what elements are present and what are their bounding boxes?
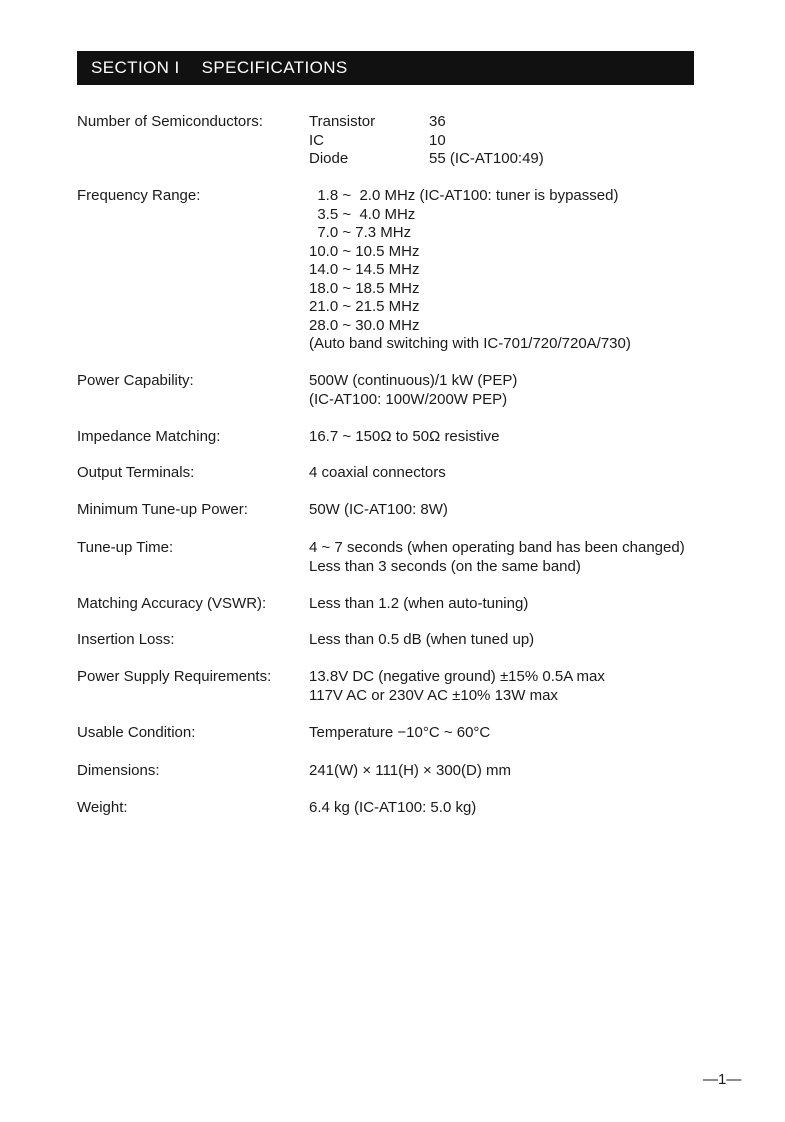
frequency-line: 18.0 ~ 18.5 MHz [309, 279, 420, 297]
semiconductor-line [309, 150, 544, 169]
spec-value-line: 500W (continuous)/1 kW (PEP) [309, 372, 518, 389]
spec-values [309, 187, 631, 354]
frequency-line: 14.0 ~ 14.5 MHz [309, 261, 420, 278]
spec-value-line: 4 ~ 7 seconds (when operating band has been changed) [309, 539, 685, 556]
spec-values [309, 539, 685, 576]
section-number: SECTION I [91, 58, 180, 77]
spec-value-line: (IC-AT100: 100W/200W PEP) [309, 390, 508, 408]
spec-value-line: Less than 0.5 dB (when tuned up) [309, 631, 535, 648]
frequency-line: 3.5 ~ 4.0 MHz [309, 205, 416, 223]
spec-label: Dimensions: [77, 762, 160, 779]
semiconductor-name: Transistor [309, 113, 376, 130]
spec-values [309, 724, 490, 743]
semiconductor-count: 36 [429, 113, 446, 130]
spec-label: Weight: [77, 799, 128, 816]
spec-label: Usable Condition: [77, 724, 196, 741]
spec-value-line: 241(W) × 111(H) × 300(D) mm [309, 762, 511, 779]
spec-label: Number of Semiconductors: [77, 113, 263, 130]
spec-values [309, 113, 544, 169]
spec-values [309, 595, 528, 614]
semiconductor-count: 55 (IC-AT100:49) [429, 150, 544, 167]
spec-value-line: Temperature −10°C ~ 60°C [309, 724, 491, 741]
frequency-line: 7.0 ~ 7.3 MHz [309, 224, 412, 241]
section-title: SPECIFICATIONS [201, 58, 348, 77]
spec-values [309, 501, 448, 520]
spec-label: Frequency Range: [77, 187, 201, 204]
semiconductor-line [309, 113, 544, 132]
spec-value-line: 16.7 ~ 150Ω to 50Ω resistive [309, 428, 500, 445]
frequency-line: 1.8 ~ 2.0 MHz (IC-AT100: tuner is bypassed) [309, 187, 619, 204]
page-number: —1— [703, 1071, 742, 1088]
spec-value-line: 50W (IC-AT100: 8W) [309, 501, 448, 518]
spec-values [309, 372, 517, 409]
frequency-note: (Auto band switching with IC-701/720/720A/730) [309, 335, 631, 352]
spec-values [309, 428, 499, 447]
spec-value-line: 4 coaxial connectors [309, 464, 446, 481]
section-header [77, 51, 694, 85]
semiconductor-name: IC [309, 131, 324, 149]
spec-label: Power Capability: [77, 372, 194, 389]
spec-values [309, 799, 476, 818]
semiconductor-line [309, 132, 544, 151]
spec-label: Output Terminals: [77, 464, 195, 481]
spec-label: Impedance Matching: [77, 428, 221, 445]
spec-values [309, 668, 605, 705]
frequency-line: 28.0 ~ 30.0 MHz [309, 316, 420, 334]
spec-value-line: 117V AC or 230V AC ±10% 13W max [309, 686, 558, 704]
spec-label: Minimum Tune-up Power: [77, 501, 248, 518]
spec-label: Matching Accuracy (VSWR): [77, 595, 267, 612]
frequency-line: 21.0 ~ 21.5 MHz [309, 298, 420, 315]
spec-label: Power Supply Requirements: [77, 668, 272, 685]
spec-value-line: Less than 1.2 (when auto-tuning) [309, 595, 529, 612]
spec-label: Insertion Loss: [77, 631, 175, 648]
semiconductor-name: Diode [309, 150, 349, 167]
semiconductor-count: 10 [429, 131, 446, 149]
spec-value-line: 13.8V DC (negative ground) ±15% 0.5A max [309, 668, 605, 685]
frequency-line: 10.0 ~ 10.5 MHz [309, 242, 420, 260]
spec-values [309, 464, 446, 483]
spec-values [309, 762, 511, 781]
spec-value-line: Less than 3 seconds (on the same band) [309, 557, 581, 575]
spec-values [309, 631, 534, 650]
spec-label: Tune-up Time: [77, 539, 174, 556]
spec-value-line: 6.4 kg (IC-AT100: 5.0 kg) [309, 799, 477, 816]
